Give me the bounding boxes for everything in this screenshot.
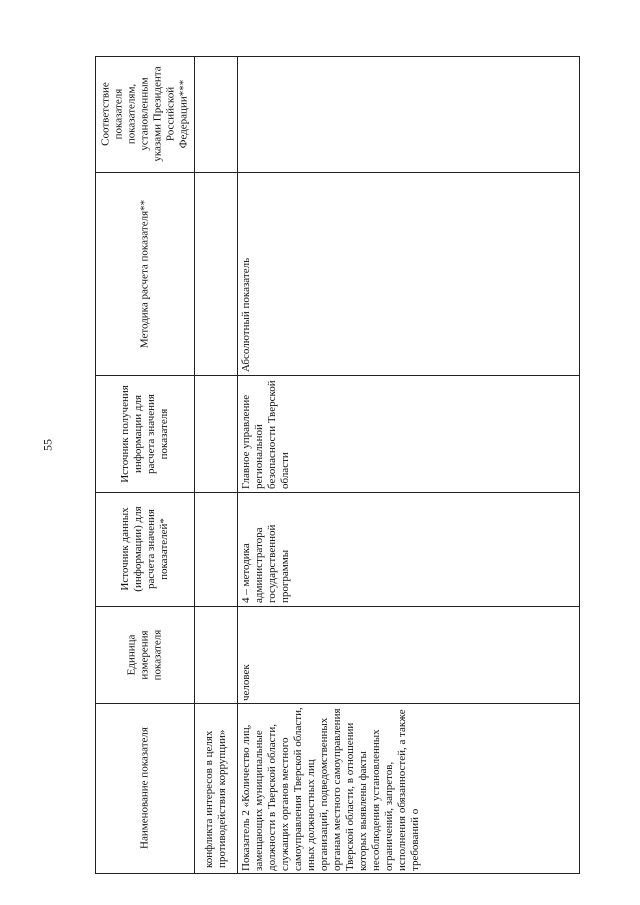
row2-unit: человек <box>240 663 252 701</box>
header-method: Методика расчета показателя** <box>138 199 150 348</box>
row2-info-source: Главное управление региональной безопасности Тверской области <box>240 379 291 489</box>
header-info-source: Источник получения информации для расчета значения показателя <box>118 384 170 483</box>
grid-line <box>95 172 195 173</box>
page-number: 55 <box>40 439 55 451</box>
grid-line <box>95 492 195 493</box>
grid-line <box>95 703 195 704</box>
row2-method-cell <box>237 172 579 375</box>
row2-unit-cell <box>237 606 579 703</box>
header-compliance-cell <box>95 56 194 172</box>
grid-line <box>579 56 580 874</box>
header-info-source-cell <box>95 375 194 492</box>
row2-name: Показатель 2 «Количество лиц, замещающих муниципальные должности в Тверской области, служащих органов местного самоуправления Тверской области, иных должностных лиц организаций, подведомственных органам местного самоуправления Тверской области, в отношении которых выявлены факты несоблюдения установленных ограничений, запретов, исполнения обязанностей, а также требований о <box>240 707 421 871</box>
grid-line <box>95 606 195 607</box>
header-unit: Единица измерения показателя <box>125 629 163 680</box>
row1-name-cell <box>194 703 237 873</box>
row2-info-source-cell <box>237 375 579 492</box>
header-compliance: Соответствие показателя показателям, установленным указами Президента Российской Федерации*** <box>99 66 189 162</box>
row2-data-source: 4 – методика администратора государственной программы <box>240 524 291 603</box>
grid-line <box>95 375 195 376</box>
row2-name-cell <box>237 703 579 873</box>
header-unit-cell <box>95 606 194 703</box>
header-name: Наименование показателя <box>138 727 150 849</box>
header-data-source: Источник данных (информации) для расчета значения показателей* <box>118 506 170 592</box>
row2-method: Абсолютный показатель <box>240 257 252 372</box>
grid-line <box>95 56 195 57</box>
row1-name: конфликта интересов в целях противодействия коррупции» <box>202 729 228 868</box>
header-data-source-cell <box>95 492 194 606</box>
grid-line <box>95 56 96 874</box>
grid-line <box>194 873 579 874</box>
row2-data-source-cell <box>237 492 579 606</box>
header-method-cell <box>95 172 194 375</box>
row2-compliance-cell <box>237 56 579 172</box>
row2-compliance <box>240 59 576 169</box>
grid-line <box>95 873 195 874</box>
header-name-cell <box>95 703 194 873</box>
